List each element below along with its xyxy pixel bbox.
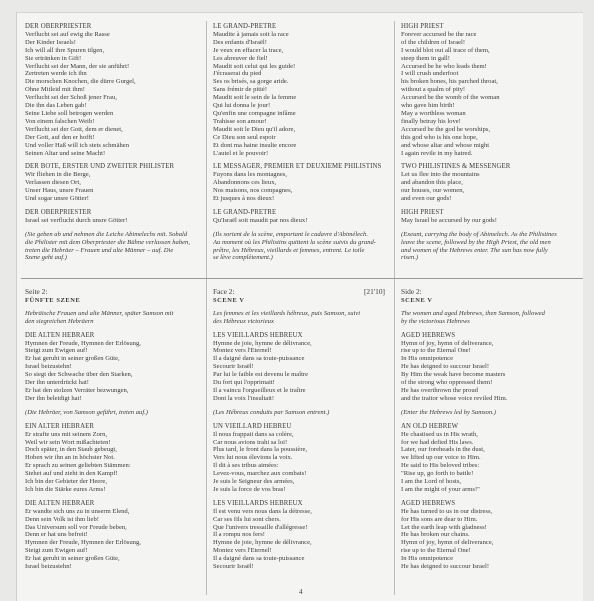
verse-line: Vers lui nous élevions la voix. — [213, 454, 293, 462]
verse-line: In His omnipotence — [401, 355, 454, 363]
speech-block — [213, 332, 385, 403]
direction-line: Szene geht auf.) — [25, 254, 67, 262]
verse-line: Israel sei verflucht durch unsre Götter! — [25, 216, 128, 224]
verse-line: Ce Dieu son seul espoir — [213, 133, 276, 141]
verse-line: Car ses fils lui sont chers. — [213, 515, 281, 523]
verse-line: Verflucht sei der Gott, dem er dienet, — [25, 125, 123, 133]
speech-block — [25, 423, 197, 494]
speech-block — [213, 423, 385, 494]
verse-line: Secourir Israël! — [213, 363, 254, 371]
speaker-name: HIGH PRIEST — [401, 23, 444, 30]
speech-block — [213, 23, 385, 157]
verse-line: Ich bin der Gebieter der Heere, — [25, 478, 108, 486]
verse-line: Ses os brisés, sa gorge aride. — [213, 78, 289, 86]
verse-line: He has deigned to succour Israel! — [401, 563, 490, 571]
direction-line: prêtre, les Hébreux, vieillards et femmes, entrent. Le toile — [213, 246, 365, 254]
verse-line: Levez-vous, marchez aux combats! — [213, 470, 307, 478]
intro-line: The women and aged Hebrews, then Samson, followed — [401, 309, 545, 317]
verse-line: He said to His beloved tribes: — [401, 462, 480, 470]
direction-line: treten die Hebräer – Frauen und alte Männer – auf. Die — [25, 246, 174, 254]
speaker-name: LE GRAND-PRÊTRE — [213, 208, 277, 216]
speech-block — [213, 500, 385, 571]
verse-line: Il nous frappait dans sa colère, — [213, 430, 294, 438]
verse-line: Verflucht sei auf ewig die Rasse — [25, 30, 110, 38]
speaker-name: DER OBERPRIESTER — [25, 208, 92, 216]
verse-line: L'autel et le pouvoir! — [213, 149, 269, 157]
verse-line: Il a vaincu l'orgueilleux et le traître — [213, 386, 306, 394]
column-divider — [394, 21, 395, 595]
verse-line: rise up to the Eternal One! — [401, 347, 471, 355]
verse-line: Il a daigné dans sa toute-puissance — [213, 355, 305, 363]
verse-line: Hymne de joie, hymne de délivrance, — [213, 339, 312, 347]
verse-line: Forever accursed be the race — [401, 30, 477, 38]
verse-line: Nos maisons, nos compagnes, — [213, 187, 293, 195]
verse-line: Das Universum soll vor Freude beben, — [25, 523, 127, 531]
verse-line: Verlassen diesen Ort, — [25, 179, 81, 187]
verse-line: He has overthrown the proud — [401, 386, 478, 394]
verse-line: Verflucht sei der Schoß jener Frau, — [25, 94, 117, 102]
verse-line: this god who is his one hope, — [401, 133, 478, 141]
verse-line: Il dit à ses tribus aimées: — [213, 462, 279, 470]
scene-title: SCENE V — [401, 296, 433, 304]
verse-line: our houses, our women, — [401, 187, 465, 195]
speech-block — [401, 332, 573, 403]
verse-line: Je suis la force de vos bras! — [213, 485, 286, 493]
scene-intro — [213, 310, 385, 326]
intro-line: Les femmes et les vieillards hébreux, puis Samson, suivi — [213, 309, 361, 317]
speaker-name: AGED HEBREWS — [401, 499, 456, 507]
verse-line: Je suis le Seigneur des armées, — [213, 478, 295, 486]
intro-line: by the victorious Hebrews — [401, 317, 470, 325]
verse-line: Er hat geruht in seiner großen Güte, — [25, 355, 120, 363]
direction-line: (Die Hebräer, von Samson geführt, treten auf.) — [25, 408, 149, 416]
verse-line: Du fort qui l'opprimait! — [213, 379, 275, 387]
verse-line: Montez vers l'Eternel! — [213, 547, 272, 555]
verse-line: Er wandte sich uns zu in unserm Elend, — [25, 507, 130, 515]
verse-line: Qui lui donna le jour! — [213, 102, 271, 110]
english-column-top — [401, 23, 573, 268]
stage-direction — [25, 231, 197, 263]
scene-title: SCENE V — [213, 296, 245, 304]
verse-line: Il est venu vers nous dans la détresse, — [213, 507, 312, 515]
section-divider — [21, 278, 583, 279]
verse-line: Et dont ma haine insulte encore — [213, 141, 297, 149]
direction-line: (Ils sortent de la scène, emportant le cadavre d'Abimélech. — [213, 230, 368, 238]
verse-line: for His sons are dear to Him. — [401, 515, 478, 523]
verse-line: Dont la voix l'insultait! — [213, 394, 275, 402]
speech-block — [401, 163, 573, 203]
verse-line: He has deigned to succour Israel! — [401, 363, 490, 371]
scene-title: FÜNFTE SZENE — [25, 296, 81, 304]
direction-line: (Sie geben ab und nehmen die Leiche Abimelechs mit. Sobald — [25, 230, 188, 238]
verse-line: Abandonnons ces lieux, — [213, 179, 277, 187]
verse-line: Montez vers l'Eternel! — [213, 347, 272, 355]
side-label: Side 2: — [401, 287, 422, 296]
verse-line: I am the might of your arms!" — [401, 485, 480, 493]
verse-line: Der ihn unterdrückt hat! — [25, 379, 89, 387]
intro-line: des Hébreux victorieux — [213, 317, 274, 325]
stage-direction — [401, 231, 573, 263]
verse-line: Later, our foreheads in the dust, — [401, 446, 485, 454]
verse-line: Car nous avions trahi sa loi! — [213, 438, 288, 446]
french-column-bottom — [213, 288, 385, 577]
speaker-name: LE GRAND-PRÊTRE — [213, 23, 277, 30]
column-divider — [206, 21, 207, 595]
verse-line: Fuyons dans les montagnes, — [213, 171, 287, 179]
direction-line: leave the scene, followed by the High Priest, the old men — [401, 238, 551, 246]
stage-direction — [25, 409, 197, 417]
verse-line: finally betray his love! — [401, 117, 461, 125]
speech-block — [401, 209, 573, 225]
verse-line: Israel beizustehn! — [25, 363, 72, 371]
verse-line: Die ihn das Leben gab! — [25, 102, 87, 110]
verse-line: Unser Haus, unsre Frauen — [25, 187, 94, 195]
verse-line: Et jusques à nos dieux! — [213, 195, 275, 203]
direction-line: and women of the Hebrews enter. The sun has now fully — [401, 246, 548, 254]
verse-line: Israel beizustehn! — [25, 563, 72, 571]
verse-line: In His omnipotence — [401, 555, 454, 563]
verse-line: Qu'Israël soit maudit par nos dieux! — [213, 216, 308, 224]
side-label: Seite 2: — [25, 287, 48, 296]
verse-line: Steigt zum Ewigen auf! — [25, 347, 88, 355]
verse-line: Sie ertränken in Gift! — [25, 54, 82, 62]
verse-line: who gave him birth! — [401, 102, 455, 110]
verse-line: Der Gott, auf den er hofft! — [25, 133, 95, 141]
verse-line: Let the earth leap with gladness! — [401, 523, 487, 531]
verse-line: Trahisse son amour! — [213, 117, 267, 125]
direction-line: risen.) — [401, 254, 419, 262]
direction-line: die Philister mit dem Oberpriester die Bühne verlassen haben, — [25, 238, 190, 246]
verse-line: May a worthless woman — [401, 109, 466, 117]
speaker-name: EIN ALTER HEBRÄER — [25, 422, 95, 430]
verse-line: for we had defied His laws. — [401, 438, 474, 446]
speech-block — [25, 23, 197, 157]
speech-block — [25, 500, 197, 571]
verse-line: Die morschen Knochen, die dürre Gurgel, — [25, 78, 136, 86]
verse-line: So siegt der Schwache über den Starken, — [25, 371, 133, 379]
verse-line: J'écraserai du pied — [213, 70, 262, 78]
intro-line: den siegreichen Hebräern — [25, 317, 94, 325]
verse-line: and whose altar and whose might — [401, 141, 490, 149]
verse-line: Er hat den stolzen Verräter bezwungen, — [25, 386, 129, 394]
verse-line: I am the Lord of hosts, — [401, 478, 462, 486]
verse-line: Accursed be he who leads them! — [401, 62, 487, 70]
verse-line: I again revile in my hatred. — [401, 149, 473, 157]
direction-line: (Exeunt, carrying the body of Abimelech. As the Philistines — [401, 230, 557, 238]
verse-line: Accursed be the womb of the woman — [401, 94, 500, 102]
verse-line: and even our gods! — [401, 195, 452, 203]
speech-block — [401, 23, 573, 157]
stage-direction — [213, 409, 385, 417]
verse-line: He has turned to us in our distress, — [401, 507, 493, 515]
verse-line: I would blot out all trace of them, — [401, 46, 490, 54]
speech-block — [213, 163, 385, 203]
verse-line: Er strafte uns mit seinem Zorn, — [25, 430, 108, 438]
speaker-name: LES VIEILLARDS HÉBREUX — [213, 499, 303, 507]
side-time: [21'10] — [363, 287, 385, 296]
verse-line: Des enfants d'Israël! — [213, 38, 267, 46]
scene-intro — [401, 310, 573, 326]
direction-line: (Les Hébreux conduits par Samson entrent.) — [213, 408, 330, 416]
speech-block — [25, 163, 197, 203]
speech-block — [25, 209, 197, 225]
verse-line: Verflucht sei der Mann, der sie anführt! — [25, 62, 130, 70]
verse-line: Hymn of joy, hymn of deliverance, — [401, 539, 494, 547]
verse-line: Denn sein Volk ist ihm lieb! — [25, 515, 99, 523]
verse-line: and abandon this place, — [401, 179, 463, 187]
verse-line: Maudit soit celui qui les guide! — [213, 62, 296, 70]
speaker-name: DER OBERPRIESTER — [25, 23, 92, 30]
verse-line: Seinen Altar und seine Macht! — [25, 149, 106, 157]
verse-line: of the children of Israel! — [401, 38, 466, 46]
speaker-name: TWO PHILISTINES & MESSENGER — [401, 163, 511, 171]
verse-line: Wir fliehen in die Berge, — [25, 171, 91, 179]
verse-line: Secourir Israël! — [213, 563, 254, 571]
verse-line: Von einem falschen Weib! — [25, 117, 95, 125]
verse-line: Stehet auf und zieht in den Kampf! — [25, 470, 118, 478]
verse-line: Denn er hat uns befreit! — [25, 531, 88, 539]
verse-line: Par lui le faible est devenu le maître — [213, 371, 309, 379]
verse-line: without a qualm of pity! — [401, 86, 466, 94]
verse-line: Und voller Haß will ich stets schmähen — [25, 141, 130, 149]
verse-line: we lifted up our voice to Him. — [401, 454, 481, 462]
verse-line: Steigt zum Ewigen auf! — [25, 547, 88, 555]
verse-line: "Rise up, go forth to battle! — [401, 470, 474, 478]
speech-block — [401, 423, 573, 494]
speech-block — [25, 332, 197, 403]
verse-line: Ich will all ihre Spuren tilgen, — [25, 46, 105, 54]
verse-line: Hymn of joy, hymn of deliverance, — [401, 339, 494, 347]
verse-line: Hymne de joie, hymne de délivrance, — [213, 539, 312, 547]
verse-line: Doch später, in den Staub gebeugt, — [25, 446, 117, 454]
verse-line: Ich bin die Stärke eures Arms! — [25, 485, 106, 493]
speaker-name: DIE ALTEN HEBRÄER — [25, 331, 95, 339]
verse-line: rise up to the Eternal One! — [401, 547, 471, 555]
speaker-name: LES VIEILLARDS HÉBREUX — [213, 331, 303, 339]
libretto-page — [16, 12, 583, 601]
scene-intro — [25, 310, 197, 326]
french-column-top — [213, 23, 385, 268]
speaker-name: AGED HEBREWS — [401, 331, 456, 339]
verse-line: Les abreuver de fiel! — [213, 54, 268, 62]
verse-line: Que l'univers tressaille d'allégresse! — [213, 523, 308, 531]
speaker-name: HIGH PRIEST — [401, 208, 444, 216]
verse-line: Der ihn beleidigt hat! — [25, 394, 82, 402]
german-column-bottom — [25, 288, 197, 577]
verse-line: Hymnen der Freude, Hymnen der Erlösung, — [25, 339, 141, 347]
verse-line: Er hat geruht in seiner großen Güte, — [25, 555, 120, 563]
verse-line: Ohne Mitleid mit ihm! — [25, 86, 85, 94]
german-column-top — [25, 23, 197, 268]
direction-line: (Enter the Hebrews led by Samson.) — [401, 408, 496, 416]
speaker-name: LE MESSAGER, PREMIER ET DEUXIÈME PHILISTINS — [213, 163, 382, 171]
verse-line: Let us flee into the mountains — [401, 171, 480, 179]
verse-line: Sans frémir de pitié! — [213, 86, 268, 94]
side-header — [25, 288, 197, 296]
side-header — [401, 288, 573, 296]
verse-line: Accursed be the god he worships, — [401, 125, 490, 133]
speech-block — [401, 500, 573, 571]
speech-block — [213, 209, 385, 225]
stage-direction — [213, 231, 385, 263]
verse-line: Il a daigné dans sa toute-puissance — [213, 555, 305, 563]
verse-line: Qu'enfin une compagne infâme — [213, 109, 296, 117]
verse-line: and the traitor whose voice reviled Him. — [401, 394, 508, 402]
direction-line: se lève complètement.) — [213, 254, 273, 262]
speaker-name: UN VIEILLARD HÉBREU — [213, 422, 292, 430]
speaker-name: DIE ALTEN HEBRÄER — [25, 499, 95, 507]
side-label: Face 2: — [213, 287, 235, 296]
intro-line: Hebräische Frauen und alte Männer, später Samson mit — [25, 309, 174, 317]
english-column-bottom — [401, 288, 573, 577]
verse-line: Hymnen der Freude, Hymnen der Erlösung, — [25, 539, 141, 547]
verse-line: May Israel be accursed by our gods! — [401, 216, 497, 224]
side-header — [213, 288, 385, 296]
verse-line: Il a rompu nos fers! — [213, 531, 266, 539]
verse-line: I will crush underfoot — [401, 70, 459, 78]
verse-line: Der Kinder Israels! — [25, 38, 76, 46]
verse-line: Maudite à jamais soit la race — [213, 30, 289, 38]
verse-line: Zertreten werde ich ihn — [25, 70, 87, 78]
direction-line: Au moment où les Philistins quittent la scène suivis du grand- — [213, 238, 376, 246]
verse-line: steep them in gall! — [401, 54, 450, 62]
speaker-name: DER BOTE, ERSTER UND ZWEITER PHILISTER — [25, 163, 175, 171]
verse-line: He has broken our chains. — [401, 531, 470, 539]
verse-line: Plus tard, le front dans la poussière, — [213, 446, 308, 454]
verse-line: Je veux en effacer la trace, — [213, 46, 284, 54]
page-number: 4 — [299, 588, 303, 596]
verse-line: He chastised us in His wrath, — [401, 430, 478, 438]
speaker-name: AN OLD HEBREW — [401, 422, 459, 430]
verse-line: of the strong who oppressed them! — [401, 379, 493, 387]
verse-line: Seine Liebe soll betrogen werden — [25, 109, 114, 117]
verse-line: his broken bones, his parched throat, — [401, 78, 498, 86]
verse-line: Und sogar unsre Götter! — [25, 195, 89, 203]
verse-line: Er sprach zu seinen geliebten Stämmen: — [25, 462, 131, 470]
verse-line: Weil wir sein Wort mißachteten! — [25, 438, 111, 446]
verse-line: Hoben wir ihn an in höchster Not. — [25, 454, 115, 462]
verse-line: Maudit soit le Dieu qu'il adore, — [213, 125, 296, 133]
verse-line: By Him the weak have become masters — [401, 371, 506, 379]
verse-line: Maudit soit le sein de la femme — [213, 94, 297, 102]
stage-direction — [401, 409, 573, 417]
